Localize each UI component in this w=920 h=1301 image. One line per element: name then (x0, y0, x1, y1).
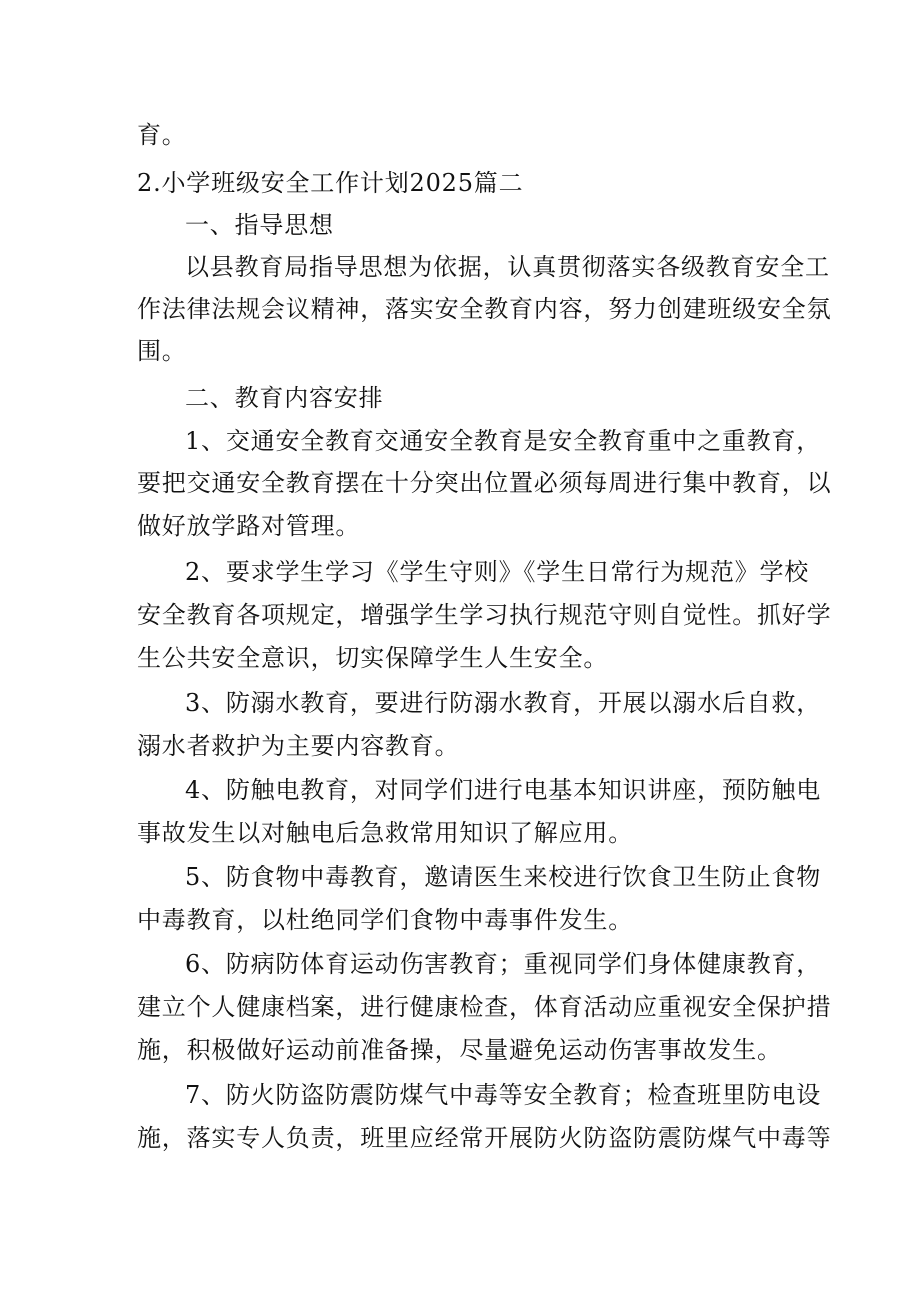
section-heading: 2.小学班级安全工作计划2025篇二 (137, 169, 524, 197)
text-line: 育。 (137, 121, 187, 149)
text-line: 以县教育局指导思想为依据，认真贯彻落实各级教育安全工 (185, 253, 830, 281)
text-line: 事故发生以对触电后急救常用知识了解应用。 (137, 819, 633, 847)
text-line: 施，积极做好运动前准备操，尽量避免运动伤害事故发生。 (137, 1036, 782, 1064)
text-line: 2、要求学生学习《学生守则》《学生日常行为规范》学校 (185, 558, 810, 586)
text-line: 围。 (137, 337, 187, 365)
text-line: 4、防触电教育，对同学们进行电基本知识讲座，预防触电 (185, 776, 822, 804)
text-line: 建立个人健康档案，进行健康检查，体育活动应重视安全保护措 (137, 993, 832, 1021)
text-line: 施，落实专人负责，班里应经常开展防火防盗防震防煤气中毒等 (137, 1124, 832, 1152)
text-line: 5、防食物中毒教育，邀请医生来校进行饮食卫生防止食物 (185, 863, 822, 891)
text-line: 3、防溺水教育，要进行防溺水教育，开展以溺水后自救， (185, 689, 822, 717)
text-line: 生公共安全意识，切实保障学生人生安全。 (137, 644, 609, 672)
text-line: 要把交通安全教育摆在十分突出位置必须每周进行集中教育，以 (137, 469, 832, 497)
text-line: 作法律法规会议精神，落实安全教育内容，努力创建班级安全氛 (137, 295, 832, 323)
subheading-guiding-ideology: 一、指导思想 (185, 211, 334, 239)
subheading-education-content: 二、教育内容安排 (185, 384, 384, 412)
text-line: 溺水者救护为主要内容教育。 (137, 732, 460, 760)
text-line: 7、防火防盗防震防煤气中毒等安全教育；检查班里防电设 (185, 1081, 822, 1109)
text-line: 安全教育各项规定，增强学生学习执行规范守则自觉性。抓好学 (137, 601, 832, 629)
text-line: 1、交通安全教育交通安全教育是安全教育重中之重教育， (185, 427, 822, 455)
text-line: 6、防病防体育运动伤害教育；重视同学们身体健康教育， (185, 950, 822, 978)
text-line: 中毒教育，以杜绝同学们食物中毒事件发生。 (137, 906, 633, 934)
text-line: 做好放学路对管理。 (137, 512, 361, 540)
